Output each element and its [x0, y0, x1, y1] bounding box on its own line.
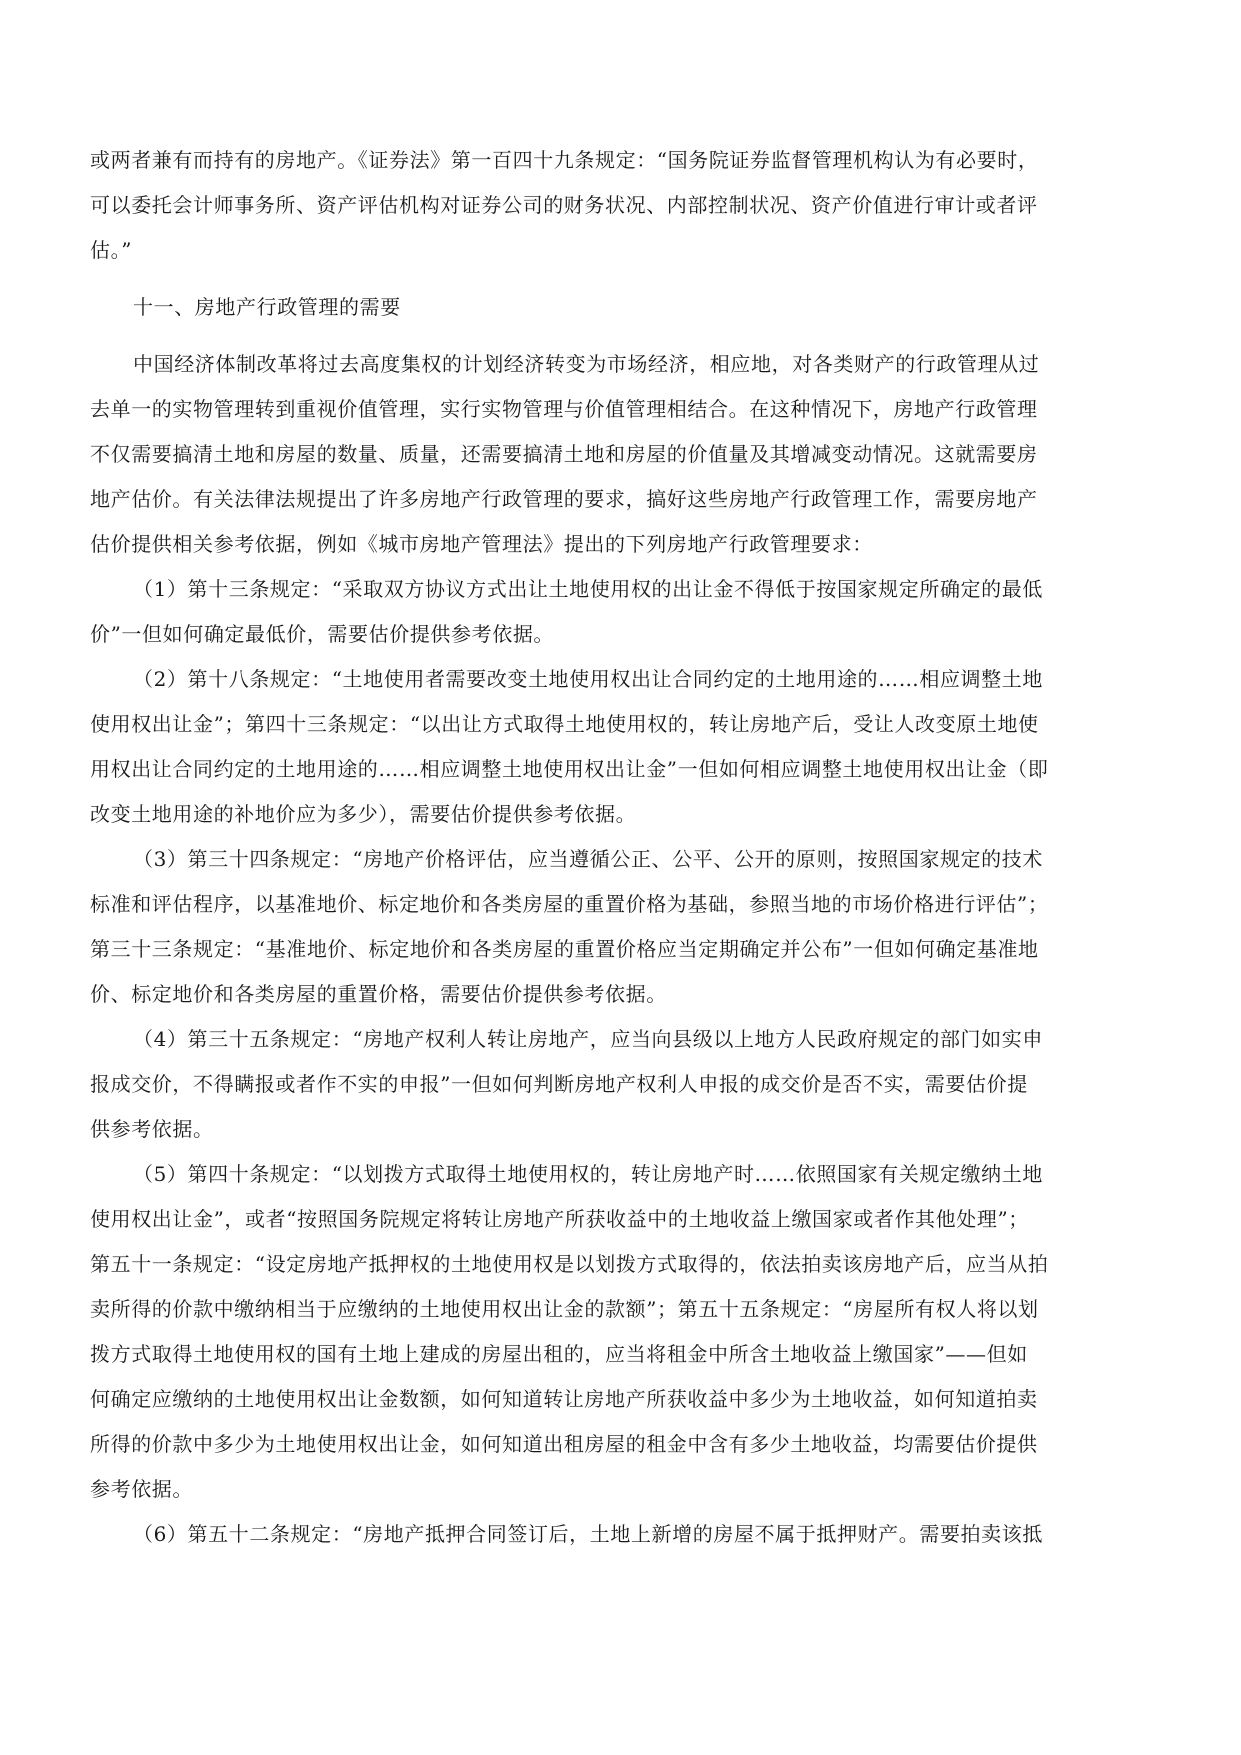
paragraph-line: 不仅需要搞清土地和房屋的数量、质量，还需要搞清土地和房屋的价值量及其增减变动情况。这就需要房 — [90, 442, 1038, 466]
list-item-line: 使用权出让金”；第四十三条规定：“以出让方式取得土地使用权的，转让房地产后，受让人改变原土地使 — [90, 712, 1039, 736]
list-item-line: 供参考依据。 — [90, 1117, 214, 1141]
paragraph-line: 估。” — [90, 238, 133, 262]
list-item-line: （6）第五十二条规定：“房地产抵押合同签订后，土地上新增的房屋不属于抵押财产。需要拍卖该抵 — [133, 1522, 1043, 1546]
list-item-line: （4）第三十五条规定：“房地产权利人转让房地产，应当向县级以上地方人民政府规定的部门如实申 — [133, 1027, 1043, 1051]
list-item-line: 所得的价款中多少为土地使用权出让金，如何知道出租房屋的租金中含有多少土地收益，均需要估价提供 — [90, 1432, 1038, 1456]
list-item-line: （2）第十八条规定：“土地使用者需要改变土地使用权出让合同约定的土地用途的……相应调整土地 — [133, 667, 1043, 691]
list-item-line: 使用权出让金”，或者“按照国务院规定将转让房地产所获收益中的土地收益上缴国家或者作其他处理”； — [90, 1207, 1029, 1231]
list-item-line: （5）第四十条规定：“以划拨方式取得土地使用权的，转让房地产时……依照国家有关规定缴纳土地 — [133, 1162, 1043, 1186]
list-item-line: （3）第三十四条规定：“房地产价格评估，应当遵循公正、公平、公开的原则，按照国家规定的技术 — [133, 847, 1043, 871]
paragraph-line: 中国经济体制改革将过去高度集权的计划经济转变为市场经济，相应地，对各类财产的行政管理从过 — [133, 352, 1040, 376]
paragraph-line: 去单一的实物管理转到重视价值管理，实行实物管理与价值管理相结合。在这种情况下，房地产行政管理 — [90, 397, 1038, 421]
paragraph-line: 估价提供相关参考依据，例如《城市房地产管理法》提出的下列房地产行政管理要求： — [90, 532, 873, 556]
list-item-line: 用权出让合同约定的土地用途的……相应调整土地使用权出让金”一但如何相应调整土地使用权出让金（即 — [90, 757, 1049, 781]
list-item-line: 报成交价，不得瞒报或者作不实的申报”一但如何判断房地产权利人申报的成交价是否不实，需要估价提 — [90, 1072, 1028, 1096]
list-item-line: 拨方式取得土地使用权的国有土地上建成的房屋出租的，应当将租金中所含土地收益上缴国家”——但如 — [90, 1342, 1028, 1366]
section-heading: 十一、房地产行政管理的需要 — [133, 295, 401, 319]
list-item-line: （1）第十三条规定：“采取双方协议方式出让土地使用权的出让金不得低于按国家规定所确定的最低 — [133, 577, 1043, 601]
paragraph-line: 或两者兼有而持有的房地产。《证券法》第一百四十九条规定：“国务院证券监督管理机构认为有必要时， — [90, 148, 1039, 172]
list-item-line: 卖所得的价款中缴纳相当于应缴纳的土地使用权出让金的款额”；第五十五条规定：“房屋所有权人将以划 — [90, 1297, 1039, 1321]
list-item-line: 第五十一条规定：“设定房地产抵押权的土地使用权是以划拨方式取得的，依法拍卖该房地产后，应当从拍 — [90, 1252, 1049, 1276]
list-item-line: 价、标定地价和各类房屋的重置价格，需要估价提供参考依据。 — [90, 982, 667, 1006]
list-item-line: 第三十三条规定：“基准地价、标定地价和各类房屋的重置价格应当定期确定并公布”一但如何确定基准地 — [90, 937, 1039, 961]
list-item-line: 参考依据。 — [90, 1477, 193, 1501]
list-item-line: 价”一但如何确定最低价，需要估价提供参考依据。 — [90, 622, 555, 646]
list-item-line: 标准和评估程序，以基准地价、标定地价和各类房屋的重置价格为基础，参照当地的市场价格进行评估”； — [90, 892, 1049, 916]
list-item-line: 何确定应缴纳的土地使用权出让金数额，如何知道转让房地产所获收益中多少为土地收益，如何知道拍卖 — [90, 1387, 1038, 1411]
list-item-line: 改变土地用途的补地价应为多少），需要估价提供参考依据。 — [90, 802, 637, 826]
paragraph-line: 可以委托会计师事务所、资产评估机构对证券公司的财务状况、内部控制状况、资产价值进行审计或者评 — [90, 193, 1038, 217]
paragraph-line: 地产估价。有关法律法规提出了许多房地产行政管理的要求，搞好这些房地产行政管理工作，需要房地产 — [90, 487, 1038, 511]
